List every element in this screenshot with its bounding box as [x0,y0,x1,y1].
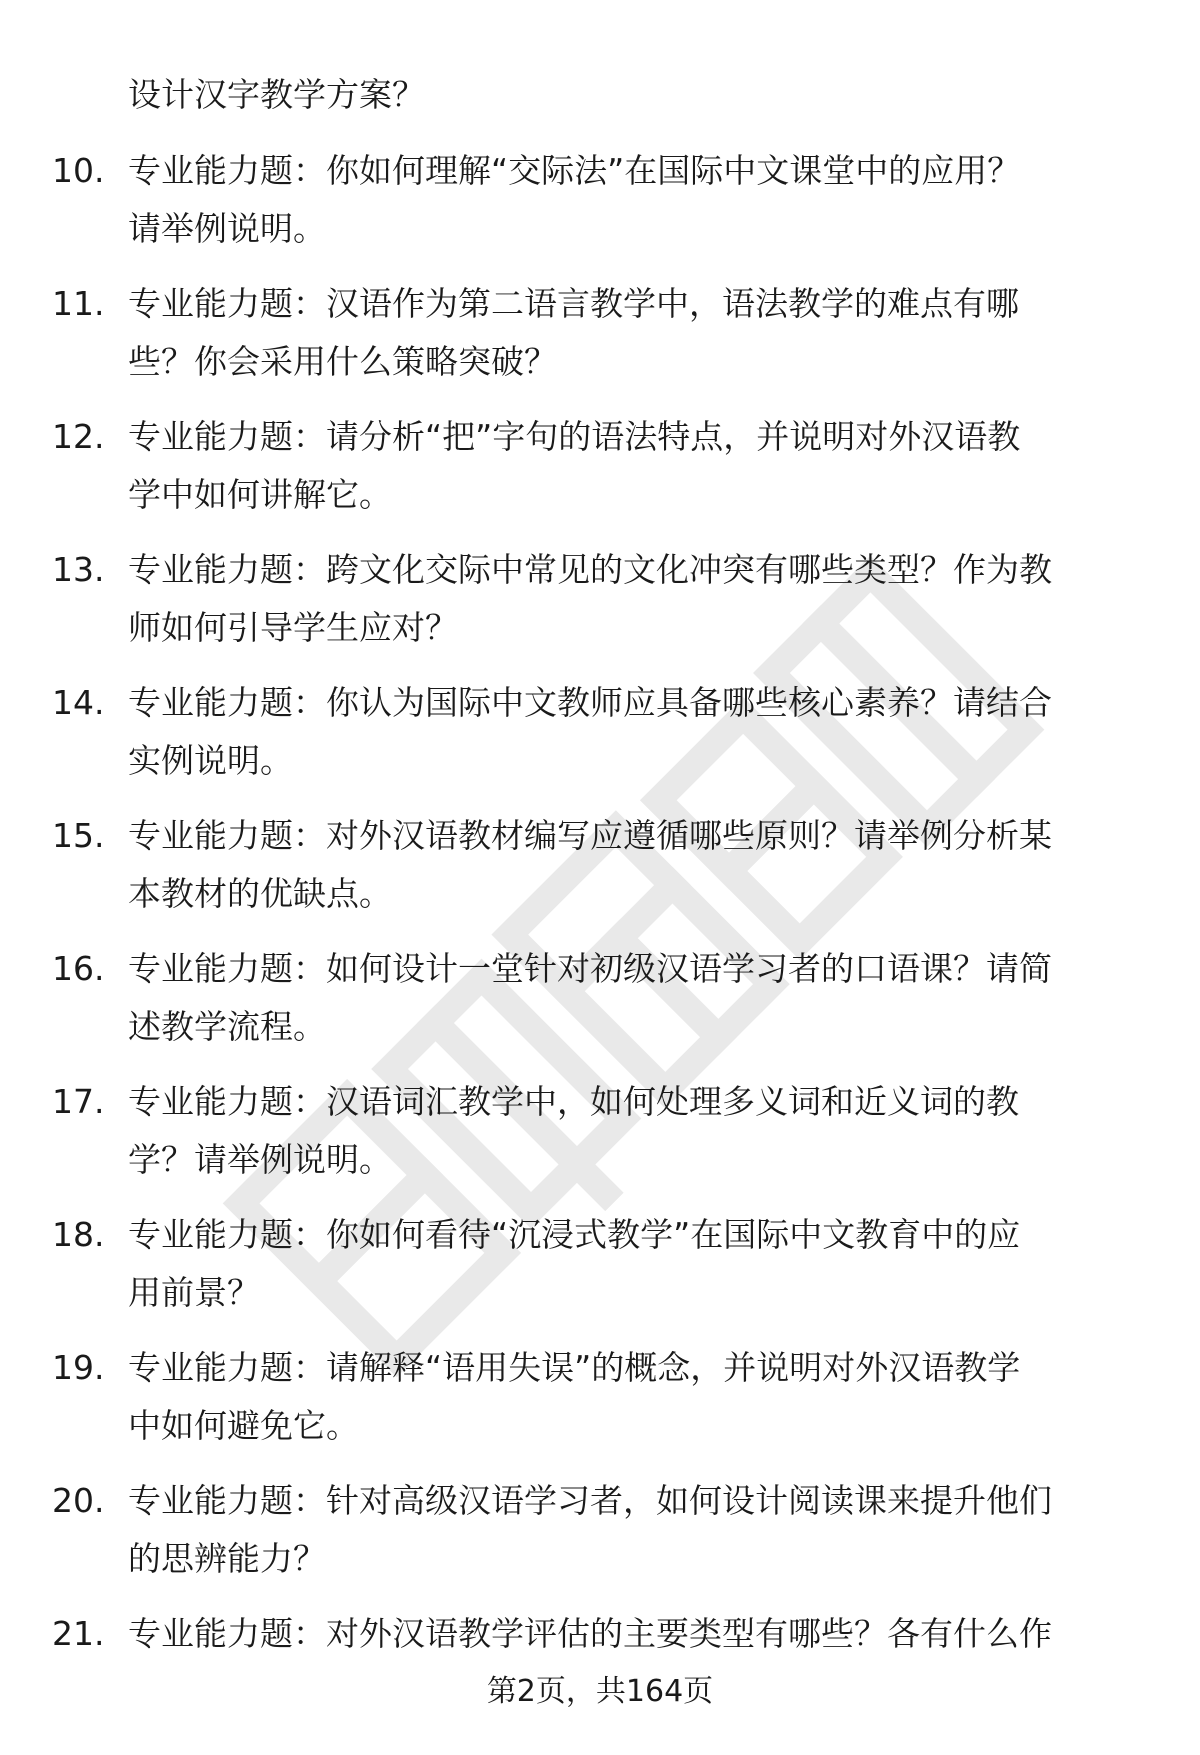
question-text [128,1339,1143,1455]
question-number: 10. [52,151,105,190]
question-line: 学中如何讲解它。 [128,475,392,514]
question-text [128,940,1143,1056]
question-number: 18. [52,1215,105,1254]
question-line: 专业能力题：你如何看待“沉浸式教学”在国际中文教育中的应 [128,1215,1021,1254]
question-line: 专业能力题：针对高级汉语学习者，如何设计阅读课来提升他们 [128,1481,1052,1520]
question-item [0,1206,1200,1339]
question-item [0,408,1200,541]
question-text [128,807,1143,923]
question-text [128,1073,1143,1189]
question-item [0,142,1200,275]
question-line: 专业能力题：请解释“语用失误”的概念，并说明对外汉语教学 [128,1348,1021,1387]
question-item [0,674,1200,807]
question-number: 20. [52,1481,105,1520]
question-line: 些？你会采用什么策略突破？ [128,342,557,381]
question-line: 专业能力题：对外汉语教学评估的主要类型有哪些？各有什么作 [128,1614,1052,1653]
question-line: 述教学流程。 [128,1007,326,1046]
question-number: 11. [52,284,105,323]
question-line: 师如何引导学生应对？ [128,608,458,647]
question-text [128,541,1143,657]
question-item [0,1339,1200,1472]
page-footer: 第2页，共164页 [486,1674,714,1709]
question-line: 专业能力题：请分析“把”字句的语法特点，并说明对外汉语教 [128,417,1021,456]
question-text [128,408,1143,524]
question-number: 16. [52,949,105,988]
question-item [0,1472,1200,1605]
question-number: 17. [52,1082,105,1121]
question-line: 学？请举例说明。 [128,1140,392,1179]
question-line: 实例说明。 [128,741,293,780]
question-number: 15. [52,816,105,855]
question-line: 中如何避免它。 [128,1406,359,1445]
question-line: 专业能力题：汉语作为第二语言教学中，语法教学的难点有哪 [128,284,1019,323]
question-number: 19. [52,1348,105,1387]
question-number: 21. [52,1614,105,1653]
question-item [0,1073,1200,1206]
question-text [128,275,1143,391]
question-line: 请举例说明。 [128,209,326,248]
question-number: 14. [52,683,105,722]
question-line: 本教材的优缺点。 [128,874,392,913]
question-line: 专业能力题：如何设计一堂针对初级汉语学习者的口语课？请简 [128,949,1052,988]
question-line: 专业能力题：跨文化交际中常见的文化冲突有哪些类型？作为教 [128,550,1052,589]
question-item [0,807,1200,940]
question-line: 的思辨能力？ [128,1539,326,1578]
question-line: 专业能力题：你认为国际中文教师应具备哪些核心素养？请结合 [128,683,1052,722]
question-text [128,1472,1143,1588]
question-line: 专业能力题：对外汉语教材编写应遵循哪些原则？请举例分析某 [128,816,1052,855]
question-text [128,142,1143,258]
question-item [0,940,1200,1073]
question-line: 专业能力题：汉语词汇教学中，如何处理多义词和近义词的教 [128,1082,1019,1121]
question-line: 用前景？ [128,1273,260,1312]
question-text [128,1206,1143,1322]
question-list [0,142,1200,1738]
question-number: 13. [52,550,105,589]
question-text [128,674,1143,790]
question-item [0,275,1200,408]
question-number: 12. [52,417,105,456]
question-line: 专业能力题：你如何理解“交际法”在国际中文课堂中的应用？ [128,151,1021,190]
question-text [128,1605,1143,1663]
continuation-text: 设计汉字教学方案？ [128,75,425,114]
question-item [0,541,1200,674]
